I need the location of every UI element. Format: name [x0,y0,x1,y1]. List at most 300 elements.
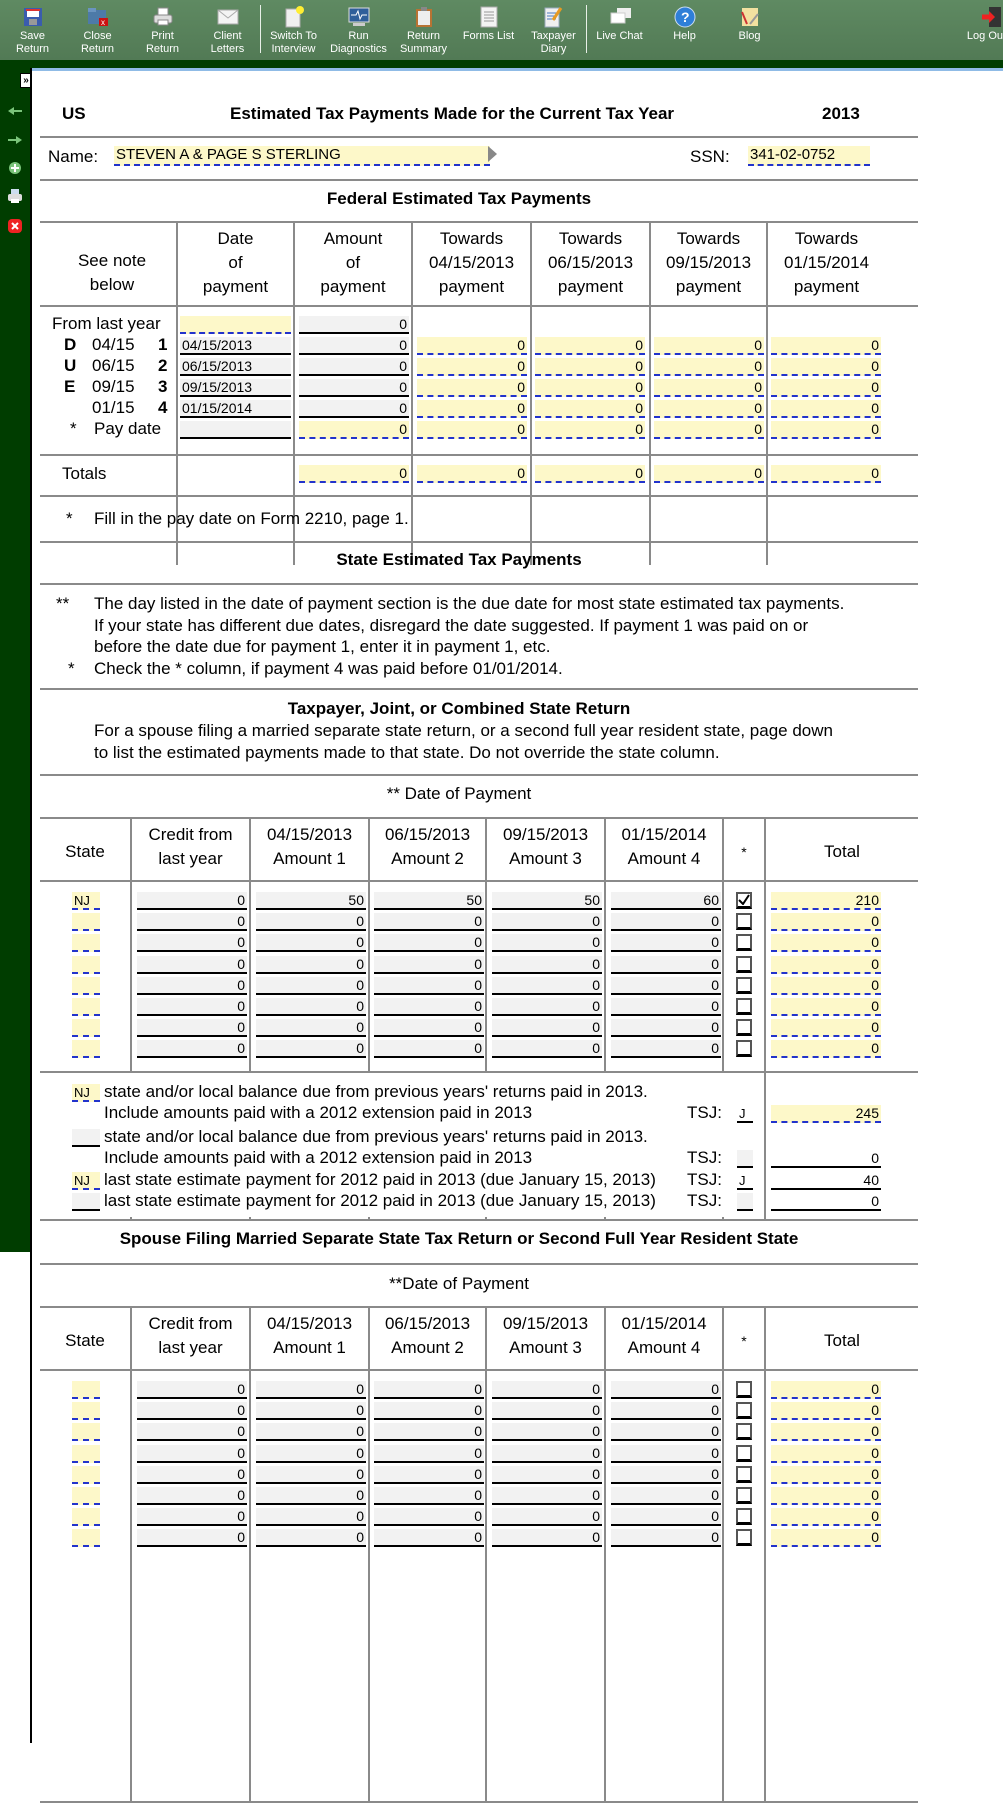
tsj-field[interactable] [737,1150,753,1168]
amount-field-a1[interactable]: 0 [256,1508,366,1526]
amount-field-a3[interactable]: 0 [492,1445,602,1463]
amount-field-a3[interactable]: 0 [492,1040,602,1058]
balance-line-text: last state estimate payment for 2012 paid in 2013 (due January 15, 2013) [104,1170,656,1189]
payment-amount-field[interactable]: 0 [299,400,409,418]
amount-field-a1[interactable]: 0 [256,1466,366,1484]
amount-field-a2[interactable]: 0 [374,1381,484,1399]
paid-before-checkbox[interactable] [736,1466,752,1483]
state-code-field[interactable] [72,1381,100,1399]
floppy-disk-icon [22,6,44,28]
button-label: Forms List [462,30,515,42]
balance-line-text: last state estimate payment for 2012 paid in 2013 (due January 15, 2013) [104,1191,656,1210]
amount-field-a4[interactable]: 0 [611,934,721,952]
header-line: * [741,1333,747,1349]
amount-field-a2[interactable]: 0 [374,1423,484,1441]
amount-field-a2[interactable]: 0 [374,1529,484,1547]
taxpayer-return-title: Taxpayer, Joint, or Combined State Return [287,699,631,718]
header-line: Towards [676,229,741,248]
row-total-field[interactable]: 0 [771,1466,881,1484]
payment-number: 4 [158,398,168,417]
amount-field-a3[interactable]: 0 [492,1508,602,1526]
amount-field-a3[interactable]: 0 [492,1529,602,1547]
due-letter: * [70,419,77,438]
payment-number: 3 [158,377,168,396]
amount-field-a4[interactable]: 0 [611,1445,721,1463]
amount-field-a1[interactable]: 0 [256,934,366,952]
amount-field-a4[interactable]: 0 [611,913,721,931]
towards-payment-field[interactable]: 0 [654,337,764,355]
button-label: Log Ou [966,30,1003,42]
amount-field-a1[interactable]: 0 [256,1423,366,1441]
row-total-field[interactable]: 0 [771,1487,881,1505]
due-date-label: 09/15 [92,377,135,396]
federal-footnote: Fill in the pay date on Form 2210, page 1. [94,509,409,528]
note-mark: ** [56,594,70,613]
amount-field-a4[interactable]: 60 [611,892,721,910]
header-line: Amount [323,229,383,248]
amount-field-a2[interactable]: 0 [374,1019,484,1037]
amount-field-credit[interactable]: 0 [137,1381,247,1399]
amount-field-a3[interactable]: 0 [492,1019,602,1037]
paid-before-checkbox[interactable] [736,934,752,951]
amount-field-credit[interactable]: 0 [137,1019,247,1037]
payment-date-field[interactable] [180,316,291,334]
row-total-field[interactable]: 0 [771,1423,881,1441]
balance-amount-field[interactable]: 40 [771,1172,881,1190]
state-code-field[interactable] [72,1529,100,1547]
paid-before-checkbox[interactable] [736,1423,752,1440]
towards-payment-field[interactable]: 0 [417,337,527,355]
total-field[interactable]: 0 [535,465,645,483]
row-total-field[interactable]: 0 [771,913,881,931]
paid-before-checkbox[interactable] [736,1529,752,1546]
button-label: Blog [738,30,761,42]
towards-payment-field[interactable]: 0 [654,400,764,418]
towards-payment-field[interactable]: 0 [535,379,645,397]
balance-state-field[interactable] [72,1129,100,1147]
due-letter: D [64,335,77,354]
amount-field-a3[interactable]: 0 [492,998,602,1016]
header-line: Date [217,229,254,248]
spouse-date-of-payment-label: **Date of Payment [389,1274,529,1293]
add-circle-icon[interactable] [6,159,24,177]
print-button[interactable] [130,0,195,60]
paid-before-checkbox[interactable] [736,1487,752,1504]
state-col-header [40,840,130,864]
envelope-icon [217,6,239,28]
row-total-field[interactable]: 0 [771,934,881,952]
payment-date-field[interactable]: 09/15/2013 [180,379,291,397]
header-line: payment [320,277,386,296]
amount-field-a1[interactable]: 0 [256,1040,366,1058]
total-field[interactable]: 0 [417,465,527,483]
state-col-header [40,1329,130,1353]
header-line: payment [675,277,742,296]
balance-state-field[interactable]: NJ [72,1172,100,1190]
exit-door-icon [981,6,1003,28]
towards-payment-field[interactable]: 0 [535,400,645,418]
amount-field-credit[interactable]: 0 [137,1487,247,1505]
payment-amount-field[interactable]: 0 [299,421,409,439]
state-col-header [132,823,249,871]
note-line: Check the * column, if payment 4 was paid before 01/01/2014. [94,658,563,678]
header-line: Total [824,1331,860,1350]
state-col-header [724,840,764,864]
ssn-field[interactable]: 341-02-0752 [748,146,870,166]
amount-field-a1[interactable]: 50 [256,892,366,910]
button-label: Taxpayer [531,30,576,42]
amount-field-a3[interactable]: 0 [492,913,602,931]
button-label-line2: Return [145,43,180,55]
towards-payment-field[interactable]: 0 [771,421,881,439]
amount-field-credit[interactable]: 0 [137,892,247,910]
header-line: Credit from [148,1314,233,1333]
letters-button[interactable] [195,0,260,60]
towards-payment-field[interactable]: 0 [654,379,764,397]
state-code-field[interactable] [72,1508,100,1526]
state-col-header [766,1329,918,1353]
amount-field-credit[interactable]: 0 [137,913,247,931]
amount-field-a2[interactable]: 0 [374,1445,484,1463]
paid-before-checkbox[interactable] [736,1445,752,1462]
state-col-header [487,1312,604,1360]
header-line: 01/15/2014 [783,253,870,272]
header-line: Amount 3 [509,1338,582,1357]
state-code-field[interactable] [72,1466,100,1484]
amount-field-a1[interactable]: 0 [256,1445,366,1463]
amount-field-a2[interactable]: 0 [374,1508,484,1526]
amount-field-a4[interactable]: 0 [611,1402,721,1420]
amount-field-a4[interactable]: 0 [611,998,721,1016]
towards-payment-field[interactable]: 0 [654,358,764,376]
amount-field-a2[interactable]: 0 [374,1466,484,1484]
header-line: 04/15/2013 [428,253,515,272]
summary-button[interactable] [391,0,456,60]
state-col-header [132,1312,249,1360]
help-button[interactable] [652,0,717,60]
payment-date-field[interactable]: 04/15/2013 [180,337,291,355]
towards-payment-field[interactable]: 0 [771,358,881,376]
amount-field-a3[interactable]: 0 [492,977,602,995]
list-document-icon [478,6,500,28]
paid-before-checkbox[interactable] [736,956,752,973]
printer-icon [152,6,174,28]
diagnostics-button[interactable] [326,0,391,60]
amount-field-a2[interactable]: 0 [374,956,484,974]
state-code-field[interactable] [72,913,100,931]
payment-amount-field[interactable]: 0 [299,316,409,334]
close-button[interactable] [65,0,130,60]
payment-amount-field[interactable]: 0 [299,379,409,397]
printer-icon[interactable] [6,187,24,205]
spouse-section-title: Spouse Filing Married Separate State Tax Return or Second Full Year Resident State [119,1229,799,1248]
monitor-pulse-icon [348,6,370,28]
towards-payment-field[interactable]: 0 [417,400,527,418]
amount-field-a1[interactable]: 0 [256,1019,366,1037]
amount-field-credit[interactable]: 0 [137,1402,247,1420]
paid-before-checkbox[interactable] [736,892,752,909]
towards-payment-field[interactable]: 0 [417,379,527,397]
button-label: Help [673,30,696,42]
amount-field-a3[interactable]: 50 [492,892,602,910]
row-total-field[interactable]: 0 [771,1019,881,1037]
state-code-field[interactable] [72,956,100,974]
total-field[interactable]: 0 [299,465,409,483]
amount-field-credit[interactable]: 0 [137,977,247,995]
amount-field-a4[interactable]: 0 [611,956,721,974]
amount-field-a2[interactable]: 0 [374,977,484,995]
header-line: 04/15/2013 [266,825,353,844]
state-code-field[interactable] [72,1423,100,1441]
tsj-label: TSJ: [687,1148,722,1167]
paid-before-checkbox[interactable] [736,913,752,930]
state-code-field[interactable] [72,998,100,1016]
amount-field-a3[interactable]: 0 [492,1466,602,1484]
payment-date-field[interactable]: 01/15/2014 [180,400,291,418]
logout-button[interactable] [959,0,1003,60]
due-letter: E [64,377,76,396]
amount-field-a4[interactable]: 0 [611,977,721,995]
balance-line-text2: Include amounts paid with a 2012 extension paid in 2013 [104,1103,533,1122]
towards-payment-field[interactable]: 0 [654,421,764,439]
state-code-field[interactable] [72,977,100,995]
header-line: of [228,253,243,272]
header-line: Amount 1 [273,1338,346,1357]
amount-field-a3[interactable]: 0 [492,1402,602,1420]
tsj-field[interactable] [737,1193,753,1211]
document-light-icon [283,6,305,28]
towards-payment-field[interactable]: 0 [535,337,645,355]
balance-line-text2: Include amounts paid with a 2012 extension paid in 2013 [104,1148,533,1167]
amount-field-credit[interactable]: 0 [137,934,247,952]
due-date-label: 04/15 [92,335,135,354]
amount-field-a4[interactable]: 0 [611,1019,721,1037]
towards-payment-field[interactable]: 0 [535,421,645,439]
due-letter: U [64,356,77,375]
header-line: 01/15/2014 [621,825,707,844]
row-total-field[interactable]: 0 [771,1445,881,1463]
due-date-label: 01/15 [92,398,135,417]
row-total-field[interactable]: 0 [771,1381,881,1399]
amount-field-a1[interactable]: 0 [256,956,366,974]
header-line: 01/15/2014 [621,1314,707,1333]
header-line: payment [557,277,624,296]
header-line: Towards [558,229,623,248]
taxpayer-note-line1: For a spouse filing a married separate state return, or a second full year resident state, page down [94,721,833,740]
name-expand-arrow-icon[interactable] [488,146,497,162]
amount-field-a4[interactable]: 0 [611,1040,721,1058]
towards-payment-field[interactable]: 0 [417,358,527,376]
amount-field-a2[interactable]: 0 [374,1487,484,1505]
header-line: below [89,275,135,294]
total-field[interactable]: 0 [654,465,764,483]
balance-amount-field[interactable]: 0 [771,1150,881,1168]
interview-button[interactable] [261,0,326,60]
paid-before-checkbox[interactable] [736,1402,752,1419]
amount-field-credit[interactable]: 0 [137,956,247,974]
button-label: Print [151,30,174,42]
payment-number: 2 [158,356,168,375]
amount-field-a1[interactable]: 0 [256,998,366,1016]
balance-state-field[interactable] [72,1193,100,1211]
header-line: of [345,253,361,272]
button-label-line2: Summary [399,43,448,55]
button-label-line2: Diary [540,43,567,55]
state-code-field[interactable]: NJ [72,892,100,910]
amount-field-a2[interactable]: 0 [374,998,484,1016]
forms-button[interactable] [456,0,521,60]
tsj-field[interactable]: J [737,1172,753,1190]
amount-field-a4[interactable]: 0 [611,1529,721,1547]
row-total-field[interactable]: 0 [771,998,881,1016]
payment-amount-field[interactable]: 0 [299,358,409,376]
button-label: Return [406,30,441,42]
footnote-star: * [66,509,73,528]
header-line: See note [77,251,147,270]
amount-field-a2[interactable]: 0 [374,934,484,952]
federal-col-header [413,227,530,299]
state-col-header [606,823,722,871]
save-button[interactable] [0,0,65,60]
amount-field-a4[interactable]: 0 [611,1423,721,1441]
button-label: Client [213,30,242,42]
expand-sidebar-button[interactable]: » [20,73,32,88]
row-total-field[interactable]: 0 [771,977,881,995]
amount-field-a4[interactable]: 0 [611,1487,721,1505]
page-title: Estimated Tax Payments Made for the Current Tax Year [230,104,675,123]
amount-field-a3[interactable]: 0 [492,1423,602,1441]
payment-amount-field[interactable]: 0 [299,337,409,355]
amount-field-a2[interactable]: 0 [374,1040,484,1058]
name-field[interactable]: STEVEN A & PAGE S STERLING [114,146,490,166]
amount-field-credit[interactable]: 0 [137,1529,247,1547]
amount-field-a3[interactable]: 0 [492,1487,602,1505]
arrow-left-icon[interactable] [6,102,24,120]
state-code-field[interactable] [72,934,100,952]
amount-field-credit[interactable]: 0 [137,1423,247,1441]
amount-field-a3[interactable]: 0 [492,1381,602,1399]
row-total-field[interactable]: 0 [771,1508,881,1526]
header-line: State [65,1331,105,1350]
header-line: Amount 2 [391,1338,464,1357]
amount-field-a1[interactable]: 0 [256,1529,366,1547]
amount-field-a2[interactable]: 0 [374,1402,484,1420]
amount-field-a3[interactable]: 0 [492,956,602,974]
amount-field-a2[interactable]: 0 [374,913,484,931]
amount-field-a1[interactable]: 0 [256,913,366,931]
state-code-field[interactable] [72,1487,100,1505]
federal-col-header [651,227,766,299]
amount-field-a1[interactable]: 0 [256,1381,366,1399]
state-code-field[interactable] [72,1040,100,1058]
header-line: 04/15/2013 [266,1314,353,1333]
arrow-right-icon[interactable] [6,131,24,149]
payment-date-field[interactable]: 06/15/2013 [180,358,291,376]
state-code-field[interactable] [72,1019,100,1037]
tsj-label: TSJ: [687,1191,722,1210]
paid-before-checkbox[interactable] [736,1019,752,1036]
row-total-field[interactable]: 0 [771,1529,881,1547]
row-total-field[interactable]: 0 [771,1040,881,1058]
payment-date-field[interactable] [180,421,291,439]
amount-field-a1[interactable]: 0 [256,1402,366,1420]
paid-before-checkbox[interactable] [736,998,752,1015]
amount-field-credit[interactable]: 0 [137,1040,247,1058]
state-col-header [766,840,918,864]
state-col-header [487,823,604,871]
button-label: Switch To [270,30,317,42]
federal-col-header [768,227,885,299]
button-label-line2: Letters [210,43,245,55]
clipboard-icon [413,6,435,28]
state-col-header [724,1329,764,1353]
main-toolbar [0,0,1003,60]
federal-col-header [40,249,176,297]
balance-amount-field[interactable]: 0 [771,1193,881,1211]
row-total-field[interactable]: 0 [771,1402,881,1420]
from-last-year-label: From last year [52,314,161,333]
row-total-field[interactable]: 210 [771,892,881,910]
amount-field-credit[interactable]: 0 [137,1466,247,1484]
header-line: Amount 4 [627,1338,701,1357]
federal-col-header [295,227,411,299]
amount-field-a2[interactable]: 50 [374,892,484,910]
header-line: 09/15/2013 [502,825,589,844]
header-line: payment [202,277,269,296]
header-line: Towards [794,229,859,248]
paid-before-checkbox[interactable] [736,1381,752,1398]
balance-amount-field[interactable]: 245 [771,1105,881,1123]
note-line: If your state has different due dates, disregard the date suggested. If payment 1 was paid on or [94,615,809,635]
towards-payment-field[interactable]: 0 [417,421,527,439]
state-col-header [251,823,368,871]
delete-x-icon[interactable] [6,217,24,235]
diary-button[interactable] [521,0,586,60]
ssn-label: SSN: [690,147,730,166]
towards-payment-field[interactable]: 0 [771,337,881,355]
towards-payment-field[interactable]: 0 [771,379,881,397]
towards-payment-field[interactable]: 0 [771,400,881,418]
state-code-field[interactable] [72,1402,100,1420]
paid-before-checkbox[interactable] [736,977,752,994]
state-code-field[interactable] [72,1445,100,1463]
blog-button[interactable] [717,0,782,60]
amount-field-a4[interactable]: 0 [611,1466,721,1484]
paid-before-checkbox[interactable] [736,1040,752,1057]
amount-field-a1[interactable]: 0 [256,1487,366,1505]
amount-field-a4[interactable]: 0 [611,1508,721,1526]
amount-field-credit[interactable]: 0 [137,1445,247,1463]
name-label: Name: [48,147,99,166]
taxpayer-note-line2: to list the estimated payments made to that state. Do not override the state column. [94,743,720,762]
svg-text:?: ? [680,9,690,25]
amount-field-a4[interactable]: 0 [611,1381,721,1399]
balance-state-field[interactable]: NJ [72,1084,100,1102]
tsj-field[interactable]: J [737,1105,753,1123]
chat-button[interactable] [587,0,652,60]
total-field[interactable]: 0 [771,465,881,483]
towards-payment-field[interactable]: 0 [535,358,645,376]
row-total-field[interactable]: 0 [771,956,881,974]
amount-field-credit[interactable]: 0 [137,1508,247,1526]
amount-field-credit[interactable]: 0 [137,998,247,1016]
due-date-label: 06/15 [92,356,135,375]
amount-field-a1[interactable]: 0 [256,977,366,995]
amount-field-a3[interactable]: 0 [492,934,602,952]
tsj-label: TSJ: [687,1170,722,1189]
paid-before-checkbox[interactable] [736,1508,752,1525]
state-col-header [370,1312,485,1360]
